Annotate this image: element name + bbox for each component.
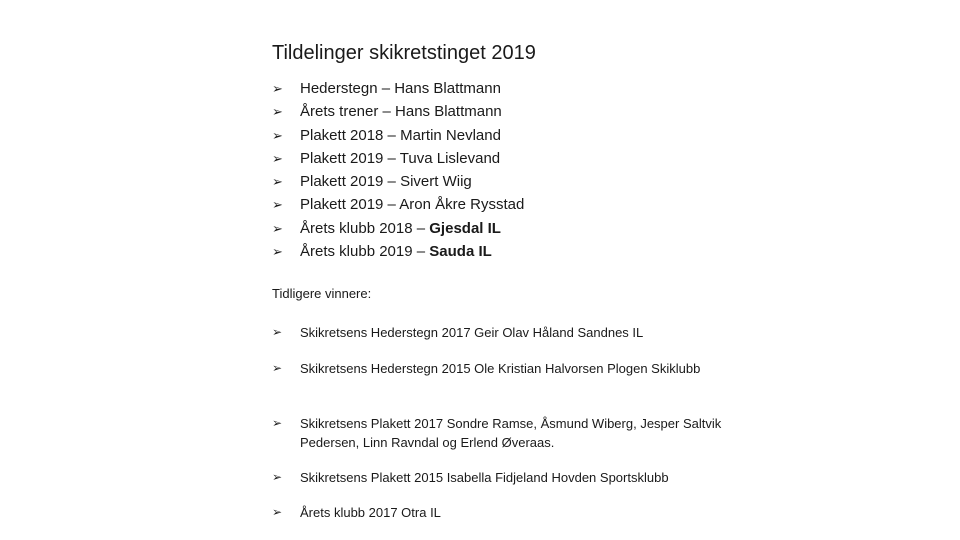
arrow-bullet-icon: ➢: [272, 81, 283, 96]
award-text: Plakett 2019 – Tuva Lislevand: [300, 149, 501, 167]
award-text: Hederstegn – Hans Blattmann: [300, 80, 501, 97]
arrow-bullet-icon: ➢: [272, 470, 283, 484]
award-item: [272, 217, 524, 240]
previous-winner-text: Skikretsens Plakett 2015 Isabella Fidjeland Hovden Sportsklubb: [300, 470, 669, 485]
arrow-bullet-icon: ➢: [272, 361, 283, 375]
previous-winner-text: Skikretsens Plakett 2017 Sondre Ramse, Åsmund Wiberg, Jesper Saltvik Pedersen, Linn Ravndal og Erlend Øveraas.: [300, 416, 722, 450]
award-text: Årets klubb 2019 –: [300, 243, 430, 261]
arrow-bullet-icon: ➢: [272, 104, 283, 120]
arrow-bullet-icon: ➢: [272, 197, 283, 213]
arrow-bullet-icon: ➢: [272, 244, 283, 260]
arrow-bullet-icon: ➢: [272, 505, 283, 519]
previous-winner-item: [272, 359, 712, 378]
award-item: [272, 240, 524, 263]
award-item: [272, 193, 524, 216]
arrow-bullet-icon: ➢: [272, 174, 283, 190]
previous-winner-item: [272, 503, 732, 522]
arrow-bullet-icon: ➢: [272, 150, 283, 166]
previous-winner-item: [272, 468, 732, 487]
arrow-bullet-icon: ➢: [272, 416, 283, 430]
arrow-bullet-icon: ➢: [272, 220, 283, 236]
award-item: [272, 124, 524, 147]
award-winner: Gjesdal IL: [429, 219, 501, 237]
award-text: Plakett 2018 – Martin Nevland: [300, 126, 501, 144]
previous-winners-heading: Tidligere vinnere:: [272, 286, 372, 301]
award-item: [272, 147, 524, 170]
award-text: Plakett 2019 – Sivert Wiig: [300, 173, 472, 191]
previous-winner-item: [272, 323, 732, 342]
award-text: Årets klubb 2018 –: [300, 219, 430, 237]
arrow-bullet-icon: ➢: [272, 325, 283, 339]
arrow-bullet-icon: ➢: [272, 127, 283, 143]
award-item: [272, 170, 524, 193]
award-item: [272, 77, 524, 100]
award-text: Plakett 2019 – Aron Åkre Rysstad: [300, 196, 525, 214]
award-winner: Sauda IL: [429, 243, 492, 261]
previous-winner-text: Skikretsens Hederstegn 2017 Geir Olav Håland Sandnes IL: [300, 325, 644, 340]
previous-winner-text: Årets klubb 2017 Otra IL: [300, 505, 441, 520]
previous-winner-text: Skikretsens Hederstegn 2015 Ole Kristian Halvorsen Plogen Skiklubb: [300, 361, 701, 376]
slide-title: Tildelinger skikretstinget 2019: [272, 42, 536, 64]
award-text: Årets trener – Hans Blattmann: [300, 103, 502, 121]
previous-winner-item: [272, 414, 724, 452]
awards-list: [272, 77, 524, 263]
award-item: [272, 100, 524, 123]
